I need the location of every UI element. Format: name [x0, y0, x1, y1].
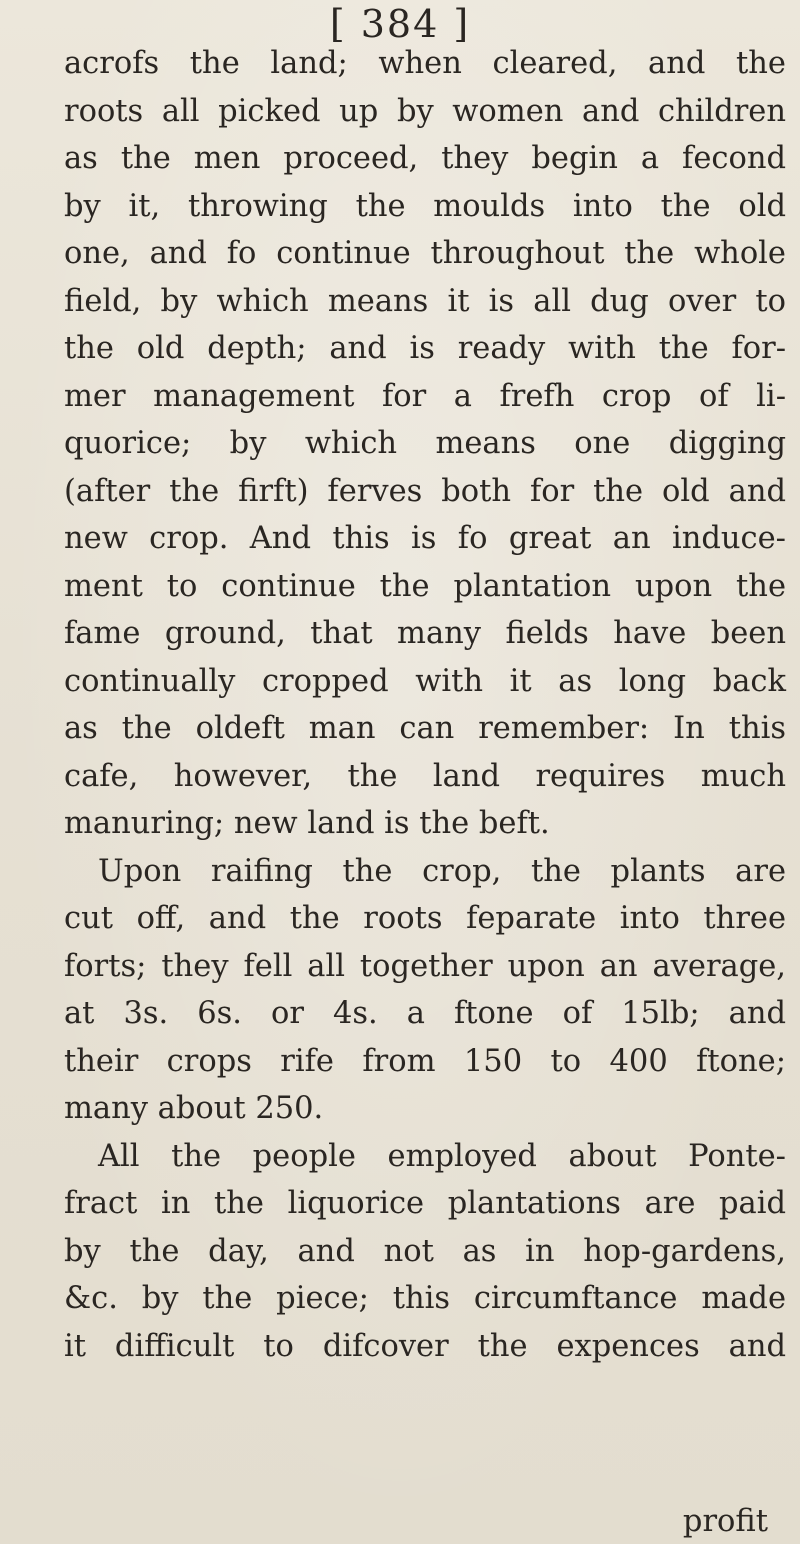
- text-line: by the day, and not as in hop-gardens,: [64, 1233, 786, 1269]
- text-line: cut off, and the roots feparate into three: [64, 901, 786, 936]
- text-line: forts; they fell all together upon an average,: [64, 948, 786, 984]
- text-line: cafe, however, the land requires much: [64, 758, 786, 794]
- text-line: field, by which means it is all dug over to: [64, 283, 786, 319]
- catchword: profit: [682, 1504, 768, 1539]
- body-text: [64, 40, 786, 1370]
- text-line: one, and fo continue throughout the whole: [64, 236, 786, 271]
- text-line: at 3s. 6s. or 4s. a ftone of 15lb; and: [64, 996, 786, 1031]
- text-line: by it, throwing the moulds into the old: [64, 188, 786, 224]
- page-number: [ 384 ]: [329, 2, 471, 46]
- text-line: acrofs the land; when cleared, and the: [64, 46, 786, 81]
- text-line: mer management for a frefh crop of li-: [64, 378, 786, 414]
- text-line: new crop. And this is fo great an induce-: [64, 521, 786, 556]
- text-line: roots all picked up by women and children: [64, 93, 786, 129]
- text-line: as the oldeft man can remember: In this: [64, 711, 786, 746]
- text-line: fame ground, that many fields have been: [64, 616, 786, 651]
- text-line: fract in the liquorice plantations are paid: [64, 1186, 786, 1221]
- text-line: &c. by the piece; this circumftance made: [64, 1281, 786, 1316]
- text-line: as the men proceed, they begin a fecond: [64, 141, 786, 176]
- text-line-paragraph-end: manuring; new land is the beft.: [64, 806, 550, 841]
- text-line: it difficult to difcover the expences and: [64, 1328, 786, 1364]
- text-line: continually cropped with it as long back: [64, 663, 786, 699]
- text-line: ment to continue the plantation upon the: [64, 568, 786, 604]
- text-line-paragraph-start: Upon raifing the crop, the plants are: [98, 853, 786, 889]
- text-line: the old depth; and is ready with the for-: [64, 331, 786, 366]
- text-line-paragraph-start: All the people employed about Ponte-: [98, 1138, 786, 1174]
- text-line: their crops rife from 150 to 400 ftone;: [64, 1043, 786, 1079]
- text-line: (after the firft) ferves both for the old and: [64, 473, 786, 509]
- text-line-paragraph-end: many about 250.: [64, 1091, 324, 1126]
- text-line: quorice; by which means one digging: [64, 426, 786, 461]
